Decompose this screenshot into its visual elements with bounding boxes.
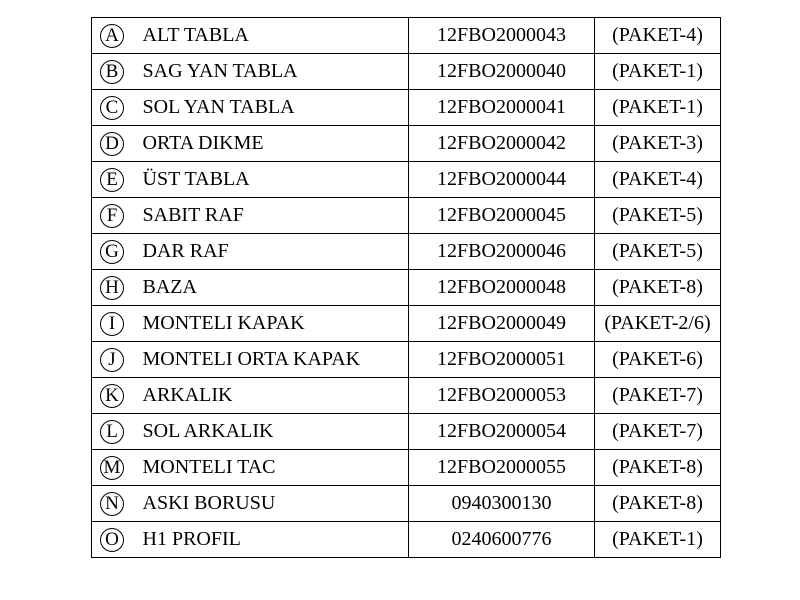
part-name: SOL YAN TABLA [137, 90, 409, 126]
part-code: 12FBO2000046 [409, 234, 595, 270]
table-row [92, 414, 721, 450]
part-letter-cell [92, 486, 137, 522]
part-name: H1 PROFIL [137, 522, 409, 558]
part-name: MONTELI TAC [137, 450, 409, 486]
part-name: SOL ARKALIK [137, 414, 409, 450]
part-package: (PAKET-3) [595, 126, 721, 162]
table-row [92, 198, 721, 234]
part-letter-cell [92, 18, 137, 54]
part-package: (PAKET-7) [595, 378, 721, 414]
table-row [92, 486, 721, 522]
table-row [92, 54, 721, 90]
part-letter-badge: N [100, 492, 124, 516]
part-name: ARKALIK [137, 378, 409, 414]
part-package: (PAKET-8) [595, 270, 721, 306]
part-code: 12FBO2000040 [409, 54, 595, 90]
part-letter-badge: H [100, 276, 124, 300]
part-code: 12FBO2000051 [409, 342, 595, 378]
part-letter-badge: F [100, 204, 124, 228]
table-row [92, 342, 721, 378]
table-row [92, 270, 721, 306]
part-package: (PAKET-4) [595, 18, 721, 54]
table-row [92, 306, 721, 342]
part-code: 12FBO2000041 [409, 90, 595, 126]
part-letter-cell [92, 378, 137, 414]
part-code: 0240600776 [409, 522, 595, 558]
part-letter-badge: B [100, 60, 124, 84]
part-package: (PAKET-5) [595, 198, 721, 234]
part-letter-cell [92, 306, 137, 342]
part-code: 12FBO2000048 [409, 270, 595, 306]
part-code: 12FBO2000053 [409, 378, 595, 414]
part-name: DAR RAF [137, 234, 409, 270]
part-letter-badge: I [100, 312, 124, 336]
part-code: 12FBO2000045 [409, 198, 595, 234]
table-row [92, 234, 721, 270]
part-code: 12FBO2000055 [409, 450, 595, 486]
part-code: 12FBO2000042 [409, 126, 595, 162]
part-package: (PAKET-8) [595, 486, 721, 522]
part-letter-cell [92, 522, 137, 558]
part-package: (PAKET-8) [595, 450, 721, 486]
part-package: (PAKET-7) [595, 414, 721, 450]
part-package: (PAKET-5) [595, 234, 721, 270]
part-letter-cell [92, 198, 137, 234]
part-name: MONTELI KAPAK [137, 306, 409, 342]
part-code: 0940300130 [409, 486, 595, 522]
table-row [92, 378, 721, 414]
part-code: 12FBO2000054 [409, 414, 595, 450]
part-letter-badge: G [100, 240, 124, 264]
part-letter-cell [92, 450, 137, 486]
part-package: (PAKET-1) [595, 522, 721, 558]
part-letter-badge: C [100, 96, 124, 120]
part-letter-cell [92, 234, 137, 270]
part-letter-badge: J [100, 348, 124, 372]
part-package: (PAKET-4) [595, 162, 721, 198]
table-row [92, 90, 721, 126]
part-package: (PAKET-1) [595, 54, 721, 90]
part-letter-badge: D [100, 132, 124, 156]
part-letter-cell [92, 342, 137, 378]
part-package: (PAKET-2/6) [595, 306, 721, 342]
part-letter-badge: A [100, 24, 124, 48]
part-name: ASKI BORUSU [137, 486, 409, 522]
table-row [92, 522, 721, 558]
part-name: ORTA DIKME [137, 126, 409, 162]
part-name: BAZA [137, 270, 409, 306]
part-letter-cell [92, 414, 137, 450]
part-package: (PAKET-6) [595, 342, 721, 378]
part-name: SAG YAN TABLA [137, 54, 409, 90]
part-code: 12FBO2000043 [409, 18, 595, 54]
part-letter-badge: M [100, 456, 124, 480]
part-letter-cell [92, 54, 137, 90]
part-letter-cell [92, 126, 137, 162]
table-row [92, 126, 721, 162]
part-letter-badge: O [100, 528, 124, 552]
parts-list-body [92, 18, 721, 558]
table-row [92, 162, 721, 198]
table-row [92, 450, 721, 486]
part-name: ÜST TABLA [137, 162, 409, 198]
part-letter-badge: L [100, 420, 124, 444]
part-name: SABIT RAF [137, 198, 409, 234]
part-letter-cell [92, 162, 137, 198]
part-code: 12FBO2000049 [409, 306, 595, 342]
part-code: 12FBO2000044 [409, 162, 595, 198]
part-letter-badge: E [100, 168, 124, 192]
part-name: MONTELI ORTA KAPAK [137, 342, 409, 378]
table-row [92, 18, 721, 54]
part-name: ALT TABLA [137, 18, 409, 54]
part-letter-cell [92, 270, 137, 306]
parts-list-table [91, 17, 721, 558]
part-letter-badge: K [100, 384, 124, 408]
part-letter-cell [92, 90, 137, 126]
part-package: (PAKET-1) [595, 90, 721, 126]
